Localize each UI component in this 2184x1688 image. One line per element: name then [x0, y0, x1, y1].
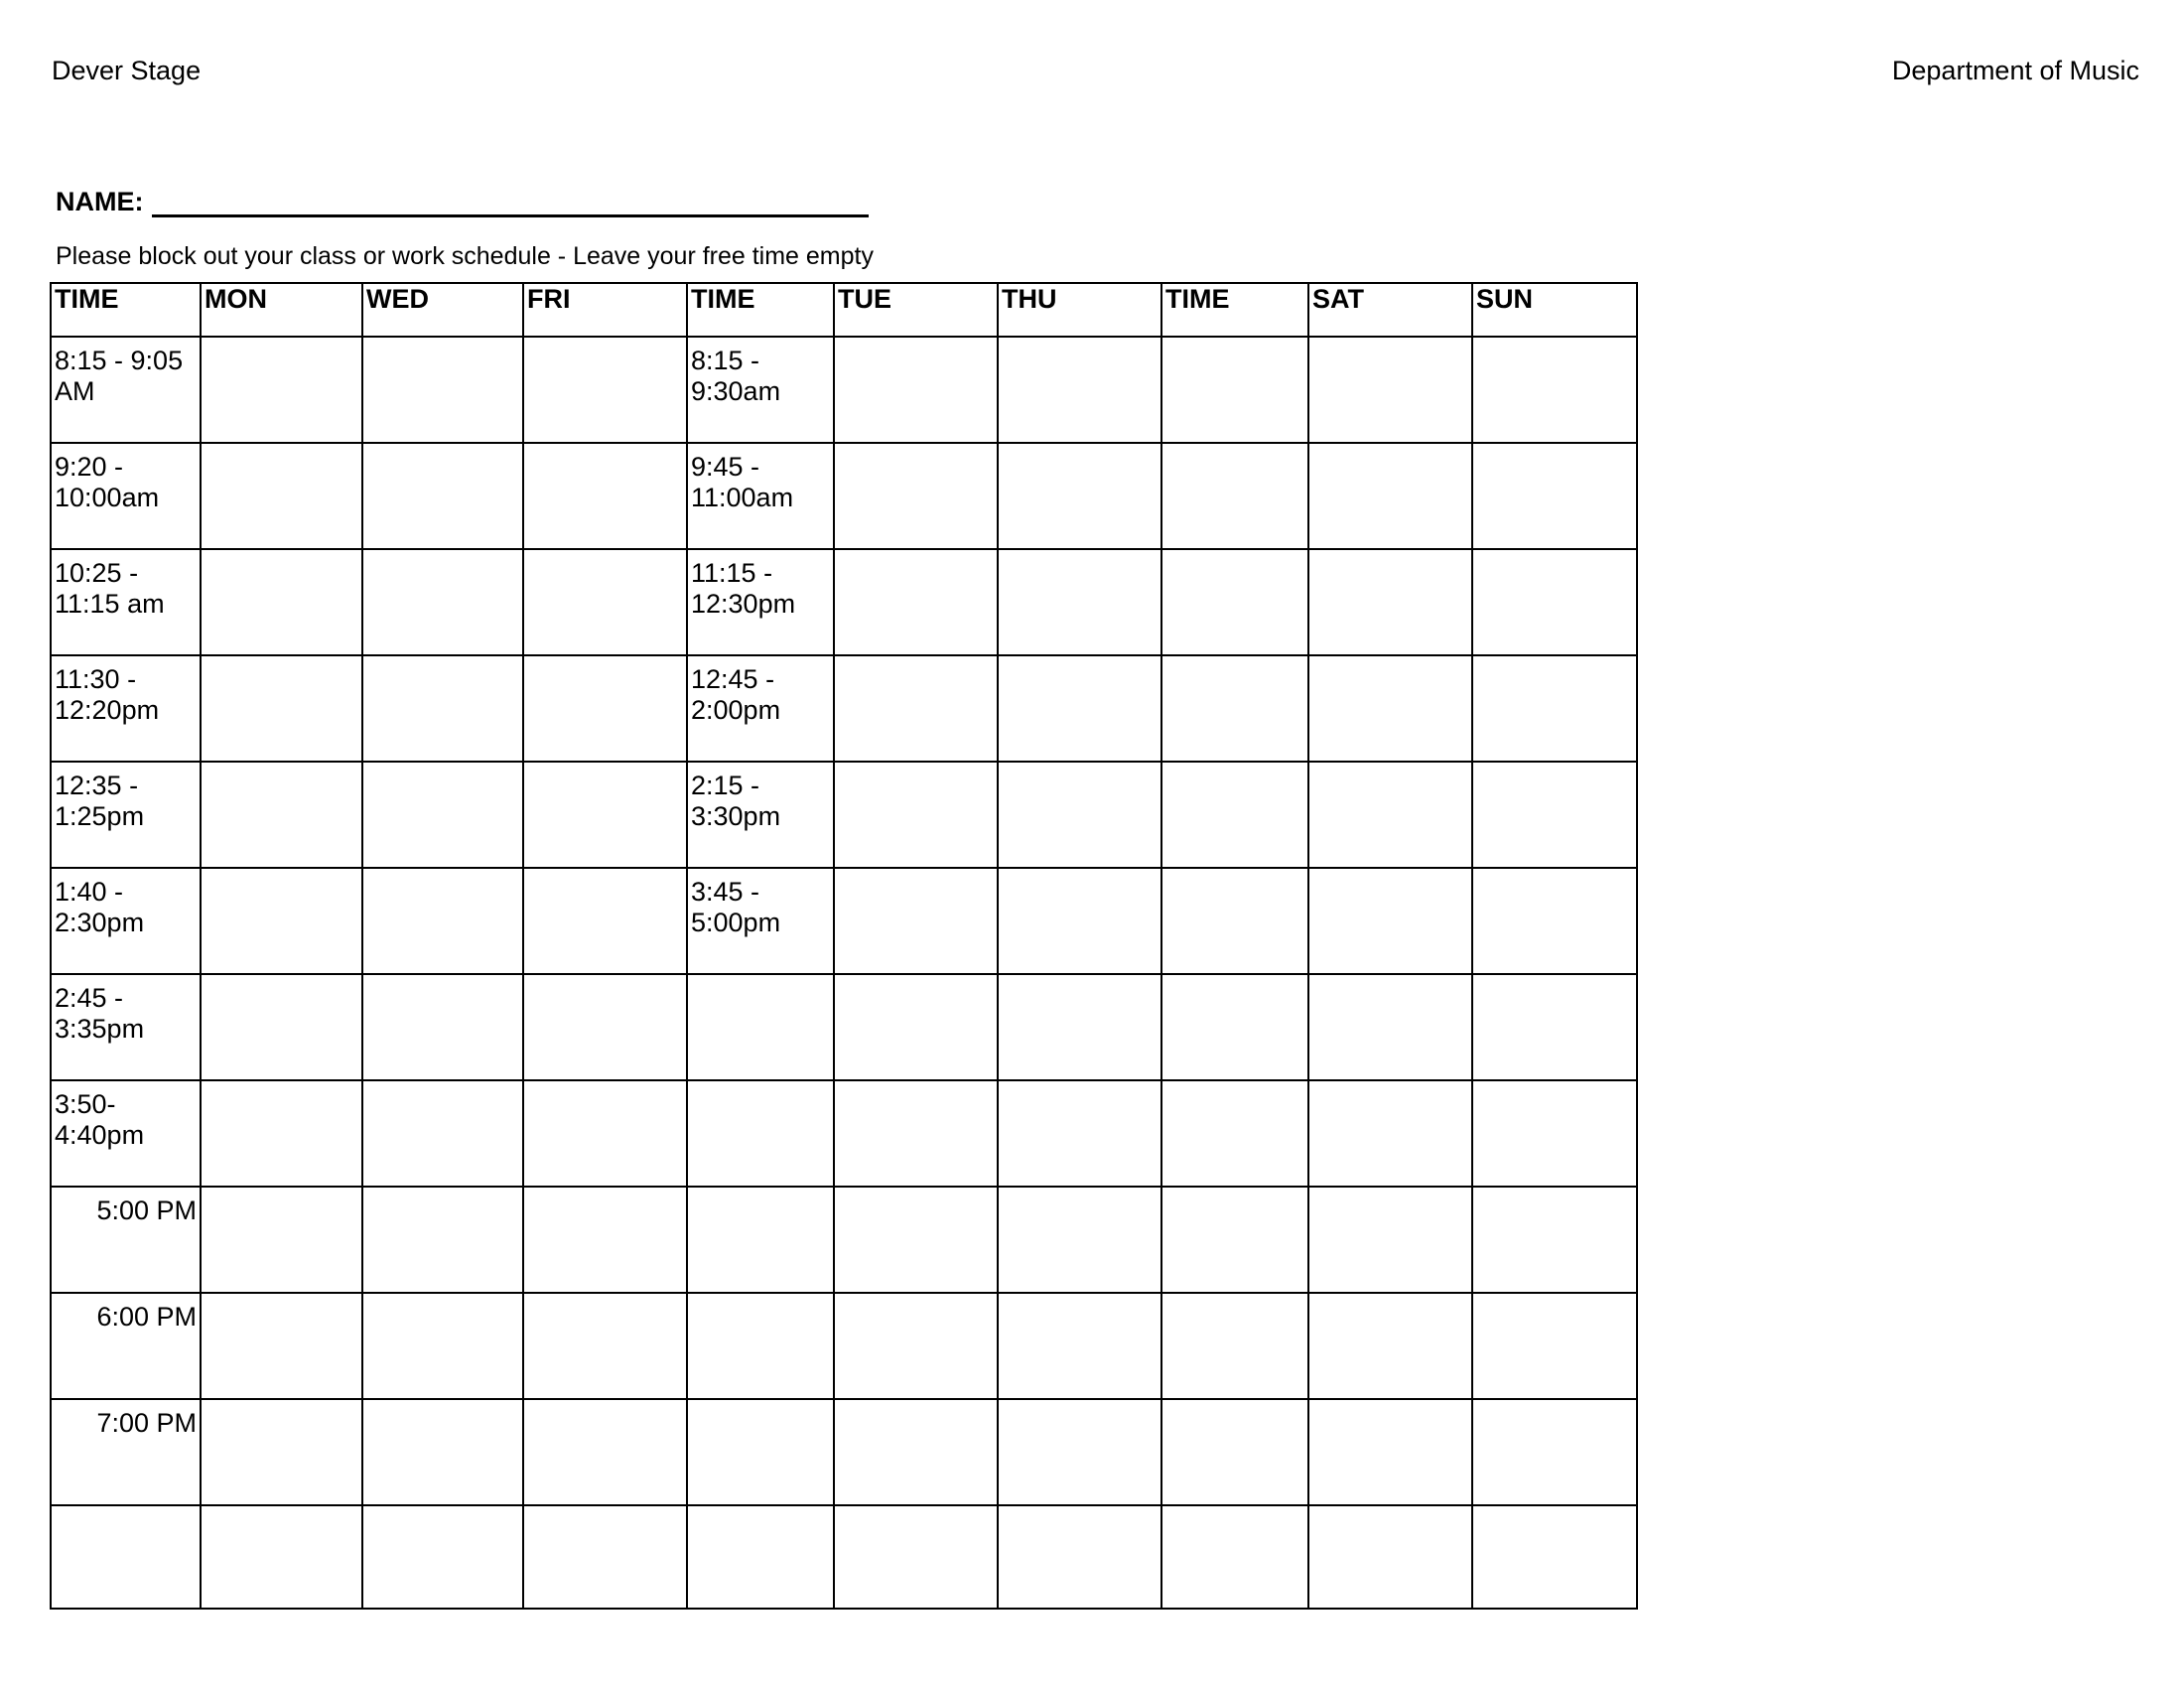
- time-slot-mwf: 10:25 - 11:15 am: [51, 549, 201, 655]
- schedule-cell-wed[interactable]: [362, 655, 523, 762]
- time-slot-tth[interactable]: [687, 974, 834, 1080]
- schedule-cell-fri[interactable]: [523, 337, 687, 443]
- schedule-cell-mon[interactable]: [201, 1187, 362, 1293]
- schedule-cell-thu[interactable]: [998, 868, 1161, 974]
- column-header-sat: SAT: [1308, 283, 1472, 337]
- schedule-cell-wed[interactable]: [362, 868, 523, 974]
- schedule-cell-tue[interactable]: [834, 1187, 998, 1293]
- schedule-cell-wed[interactable]: [362, 1080, 523, 1187]
- time-slot-weekend[interactable]: [1161, 1505, 1308, 1609]
- schedule-cell-wed[interactable]: [362, 1505, 523, 1609]
- time-slot-tth: 12:45 - 2:00pm: [687, 655, 834, 762]
- schedule-cell-sat[interactable]: [1308, 337, 1472, 443]
- time-slot-tth[interactable]: [687, 1293, 834, 1399]
- schedule-cell-mon[interactable]: [201, 443, 362, 549]
- schedule-cell-fri[interactable]: [523, 974, 687, 1080]
- schedule-body: [51, 337, 1637, 1609]
- schedule-cell-sun[interactable]: [1472, 868, 1637, 974]
- schedule-cell-tue[interactable]: [834, 443, 998, 549]
- name-label: NAME:: [56, 187, 144, 216]
- schedule-cell-fri[interactable]: [523, 1399, 687, 1505]
- time-slot-mwf: 3:50- 4:40pm: [51, 1080, 201, 1187]
- schedule-cell-wed[interactable]: [362, 762, 523, 868]
- time-slot-weekend[interactable]: [1161, 762, 1308, 868]
- header-right-title: Department of Music: [1891, 56, 2139, 85]
- schedule-cell-thu[interactable]: [998, 655, 1161, 762]
- schedule-cell-fri[interactable]: [523, 443, 687, 549]
- schedule-cell-sat[interactable]: [1308, 443, 1472, 549]
- schedule-cell-sun[interactable]: [1472, 443, 1637, 549]
- table-row: [51, 443, 1637, 549]
- schedule-cell-fri[interactable]: [523, 868, 687, 974]
- table-row: [51, 868, 1637, 974]
- column-header-mon: MON: [201, 283, 362, 337]
- schedule-cell-sun[interactable]: [1472, 549, 1637, 655]
- time-slot-tth[interactable]: [687, 1399, 834, 1505]
- schedule-cell-tue[interactable]: [834, 1505, 998, 1609]
- table-row: [51, 337, 1637, 443]
- schedule-cell-wed[interactable]: [362, 974, 523, 1080]
- header-left-title: Dever Stage: [52, 56, 202, 85]
- time-slot-tth: 9:45 - 11:00am: [687, 443, 834, 549]
- column-header-fri: FRI: [523, 283, 687, 337]
- time-slot-weekend[interactable]: [1161, 1080, 1308, 1187]
- schedule-cell-mon[interactable]: [201, 868, 362, 974]
- schedule-cell-sun[interactable]: [1472, 974, 1637, 1080]
- column-header-time-2: TIME: [687, 283, 834, 337]
- schedule-cell-wed[interactable]: [362, 549, 523, 655]
- schedule-cell-thu[interactable]: [998, 549, 1161, 655]
- column-header-sun: SUN: [1472, 283, 1637, 337]
- schedule-cell-sun[interactable]: [1472, 1505, 1637, 1609]
- time-slot-tth[interactable]: [687, 1080, 834, 1187]
- time-slot-mwf: [51, 1505, 201, 1609]
- time-slot-weekend[interactable]: [1161, 549, 1308, 655]
- table-row: [51, 1399, 1637, 1505]
- schedule-cell-fri[interactable]: [523, 1505, 687, 1609]
- instructions-text: Please block out your class or work schedule - Leave your free time empty: [56, 242, 874, 270]
- schedule-cell-tue[interactable]: [834, 655, 998, 762]
- time-slot-weekend[interactable]: [1161, 443, 1308, 549]
- column-header-wed: WED: [362, 283, 523, 337]
- table-row: [51, 549, 1637, 655]
- schedule-cell-sat[interactable]: [1308, 1505, 1472, 1609]
- schedule-cell-thu[interactable]: [998, 1187, 1161, 1293]
- schedule-cell-mon[interactable]: [201, 549, 362, 655]
- column-header-time: TIME: [51, 283, 201, 337]
- schedule-cell-sat[interactable]: [1308, 1080, 1472, 1187]
- schedule-table: [50, 282, 1638, 1610]
- schedule-cell-mon[interactable]: [201, 1399, 362, 1505]
- name-field: [56, 187, 869, 217]
- schedule-cell-mon[interactable]: [201, 1080, 362, 1187]
- table-row: [51, 1187, 1637, 1293]
- time-slot-tth: 8:15 - 9:30am: [687, 337, 834, 443]
- column-header-tue: TUE: [834, 283, 998, 337]
- time-slot-tth: 3:45 - 5:00pm: [687, 868, 834, 974]
- time-slot-mwf: 1:40 - 2:30pm: [51, 868, 201, 974]
- schedule-cell-mon[interactable]: [201, 974, 362, 1080]
- schedule-cell-sat[interactable]: [1308, 549, 1472, 655]
- schedule-cell-sat[interactable]: [1308, 1293, 1472, 1399]
- schedule-cell-tue[interactable]: [834, 762, 998, 868]
- schedule-cell-sat[interactable]: [1308, 1399, 1472, 1505]
- schedule-cell-tue[interactable]: [834, 1399, 998, 1505]
- time-slot-mwf: 12:35 - 1:25pm: [51, 762, 201, 868]
- schedule-cell-sun[interactable]: [1472, 1399, 1637, 1505]
- table-row: [51, 1505, 1637, 1609]
- time-slot-weekend[interactable]: [1161, 868, 1308, 974]
- time-slot-tth[interactable]: [687, 1505, 834, 1609]
- schedule-cell-sun[interactable]: [1472, 1187, 1637, 1293]
- time-slot-mwf: 11:30 - 12:20pm: [51, 655, 201, 762]
- schedule-cell-sat[interactable]: [1308, 1187, 1472, 1293]
- schedule-cell-thu[interactable]: [998, 762, 1161, 868]
- table-row: [51, 974, 1637, 1080]
- schedule-cell-mon[interactable]: [201, 1293, 362, 1399]
- time-slot-tth: 2:15 - 3:30pm: [687, 762, 834, 868]
- schedule-cell-thu[interactable]: [998, 1080, 1161, 1187]
- schedule-cell-tue[interactable]: [834, 549, 998, 655]
- name-underline[interactable]: [152, 187, 869, 217]
- schedule-cell-wed[interactable]: [362, 1399, 523, 1505]
- schedule-cell-sat[interactable]: [1308, 655, 1472, 762]
- schedule-cell-sun[interactable]: [1472, 1293, 1637, 1399]
- schedule-cell-wed[interactable]: [362, 337, 523, 443]
- time-slot-mwf: 5:00 PM: [51, 1187, 201, 1293]
- schedule-cell-thu[interactable]: [998, 443, 1161, 549]
- schedule-cell-sat[interactable]: [1308, 974, 1472, 1080]
- schedule-cell-wed[interactable]: [362, 1187, 523, 1293]
- schedule-cell-mon[interactable]: [201, 655, 362, 762]
- table-row: [51, 655, 1637, 762]
- schedule-cell-fri[interactable]: [523, 1293, 687, 1399]
- schedule-cell-mon[interactable]: [201, 1505, 362, 1609]
- schedule-cell-sun[interactable]: [1472, 1080, 1637, 1187]
- schedule-cell-thu[interactable]: [998, 1293, 1161, 1399]
- schedule-cell-thu[interactable]: [998, 1399, 1161, 1505]
- time-slot-mwf: 9:20 - 10:00am: [51, 443, 201, 549]
- time-slot-mwf: 6:00 PM: [51, 1293, 201, 1399]
- schedule-cell-mon[interactable]: [201, 762, 362, 868]
- schedule-cell-tue[interactable]: [834, 1293, 998, 1399]
- time-slot-weekend[interactable]: [1161, 337, 1308, 443]
- schedule-cell-thu[interactable]: [998, 1505, 1161, 1609]
- schedule-cell-sun[interactable]: [1472, 337, 1637, 443]
- schedule-cell-thu[interactable]: [998, 974, 1161, 1080]
- schedule-cell-tue[interactable]: [834, 868, 998, 974]
- time-slot-weekend[interactable]: [1161, 974, 1308, 1080]
- schedule-cell-fri[interactable]: [523, 762, 687, 868]
- schedule-cell-fri[interactable]: [523, 1080, 687, 1187]
- time-slot-mwf: 7:00 PM: [51, 1399, 201, 1505]
- schedule-cell-tue[interactable]: [834, 337, 998, 443]
- table-row: [51, 1080, 1637, 1187]
- schedule-cell-sun[interactable]: [1472, 762, 1637, 868]
- schedule-cell-wed[interactable]: [362, 1293, 523, 1399]
- table-header-row: [51, 283, 1637, 337]
- schedule-cell-sun[interactable]: [1472, 655, 1637, 762]
- schedule-cell-tue[interactable]: [834, 1080, 998, 1187]
- schedule-cell-thu[interactable]: [998, 337, 1161, 443]
- time-slot-weekend[interactable]: [1161, 655, 1308, 762]
- time-slot-mwf: 2:45 - 3:35pm: [51, 974, 201, 1080]
- time-slot-mwf: 8:15 - 9:05 AM: [51, 337, 201, 443]
- schedule-cell-tue[interactable]: [834, 974, 998, 1080]
- schedule-cell-sat[interactable]: [1308, 868, 1472, 974]
- schedule-cell-mon[interactable]: [201, 337, 362, 443]
- schedule-cell-sat[interactable]: [1308, 762, 1472, 868]
- schedule-cell-wed[interactable]: [362, 443, 523, 549]
- table-row: [51, 762, 1637, 868]
- time-slot-weekend[interactable]: [1161, 1187, 1308, 1293]
- column-header-time-3: TIME: [1161, 283, 1308, 337]
- time-slot-tth[interactable]: [687, 1187, 834, 1293]
- time-slot-weekend[interactable]: [1161, 1293, 1308, 1399]
- table-row: [51, 1293, 1637, 1399]
- column-header-thu: THU: [998, 283, 1161, 337]
- schedule-cell-fri[interactable]: [523, 655, 687, 762]
- time-slot-weekend[interactable]: [1161, 1399, 1308, 1505]
- schedule-cell-fri[interactable]: [523, 549, 687, 655]
- time-slot-tth: 11:15 - 12:30pm: [687, 549, 834, 655]
- schedule-cell-fri[interactable]: [523, 1187, 687, 1293]
